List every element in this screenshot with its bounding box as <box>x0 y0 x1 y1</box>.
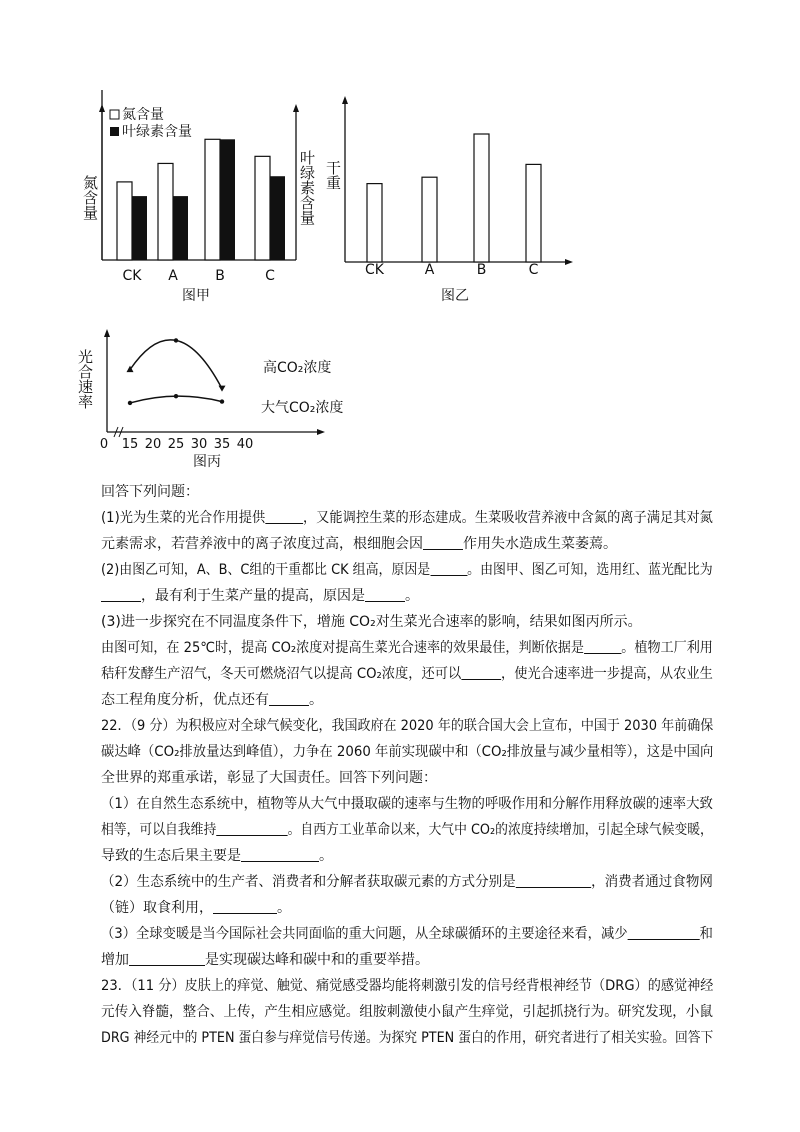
bing-ylabel: 光合速率 <box>76 349 94 409</box>
bing-x-tick: 25 <box>167 437 185 452</box>
figure-yi <box>325 90 585 310</box>
q22-2-line <box>101 869 713 895</box>
bing-atm-peak-marker <box>174 394 178 398</box>
text-run: ，消费者通过食物网 <box>591 874 713 890</box>
text-run: 。 <box>319 848 333 864</box>
bing-x-tick: 0 <box>99 437 109 452</box>
answer-blank[interactable] <box>365 587 405 602</box>
answer-blank[interactable] <box>584 639 621 654</box>
jia-bar-nitrogen-CK <box>117 182 132 260</box>
q1-line <box>101 531 713 557</box>
bing-atm-start-marker <box>128 401 132 405</box>
q23-line: DRG 神经元中的 PTEN 蛋白参与痒觉信号传递。为探究 PTEN 蛋白的作用，研究者进行了相关实验。回答下 <box>101 1030 714 1046</box>
figure-jia <box>70 90 316 310</box>
text-run: 元素需求，若营养液中的离子浓度过高，根细胞会因 <box>101 536 423 552</box>
answer-blank[interactable] <box>213 899 277 914</box>
jia-bar-chlorophyll-C <box>270 176 285 260</box>
jia-ylabel-right: 叶绿素含量 <box>298 150 316 225</box>
jia-category-label: B <box>215 268 225 284</box>
yi-category-label: A <box>424 262 435 278</box>
text-run: 。由图甲、图乙可知，选用红、蓝光配比为 <box>467 562 713 578</box>
q2-line <box>101 583 713 609</box>
text-run: 是实现碳达峰和碳中和的重要举措。 <box>205 952 429 968</box>
q23-line: 23．（11 分）皮肤上的痒觉、触觉、痛觉感受器均能将刺激引发的信号经背根神经节（DRG）的感觉神经 <box>101 978 714 994</box>
text-run: (2)由图乙可知，A、B、C组的干重都比 CK 组高，原因是 <box>101 562 431 578</box>
text-run: 和 <box>699 926 713 942</box>
bing-x-tick: 15 <box>121 437 139 452</box>
bing-x-tick: 30 <box>190 437 208 452</box>
text-run: 态工程角度分析，优点还有 <box>101 692 269 708</box>
bing-y-arrow <box>104 329 110 337</box>
intro: 回答下列问题： <box>101 484 199 500</box>
q23-line: 元传入脊髓，整合、上传，产生相应感觉。组胺刺激使小鼠产生痒觉，引起抓挠行为。研究发现，小鼠 <box>101 1004 713 1020</box>
yi-category-label: B <box>476 262 487 278</box>
bing-series-label-high: 高CO₂浓度 <box>263 360 332 376</box>
yi-bar-A <box>422 177 437 262</box>
yi-bar-B <box>474 134 489 262</box>
answer-blank[interactable] <box>461 665 501 680</box>
jia-bar-chlorophyll-B <box>220 139 235 260</box>
text-run: 。 <box>277 900 291 916</box>
answer-blank[interactable] <box>101 587 141 602</box>
answer-blank[interactable] <box>430 561 467 576</box>
q3-line <box>101 635 713 661</box>
text-run: 作用失水造成生菜萎蔫。 <box>463 536 617 552</box>
yi-category-label: C <box>528 262 539 278</box>
bing-high-end-arrow <box>219 386 226 392</box>
yi-bar-C <box>526 164 541 262</box>
yi-category-label: CK <box>365 262 384 278</box>
text-run: 相等，可以自我维持 <box>101 822 217 838</box>
answer-blank[interactable] <box>129 951 205 966</box>
q1-line <box>101 505 713 531</box>
q22-1-line <box>101 843 713 869</box>
jia-category-label: A <box>168 268 178 284</box>
jia-caption: 图甲 <box>182 288 210 304</box>
jia-bar-nitrogen-C <box>255 156 270 260</box>
q3-line: (3)进一步探究在不同温度条件下，增施 CO₂对生菜光合速率的影响，结果如图丙所示。 <box>101 614 642 630</box>
jia-right-arrow <box>293 104 299 112</box>
answer-blank[interactable] <box>423 535 463 550</box>
text-run: 。植物工厂利用 <box>621 640 713 656</box>
text-run: ，最有利于生菜产量的提高，原因是 <box>141 588 365 604</box>
figure-bing <box>75 325 375 475</box>
jia-bar-chlorophyll-CK <box>132 196 147 260</box>
yi-caption: 图乙 <box>441 288 469 304</box>
jia-left-arrow <box>99 104 105 112</box>
jia-category-label: CK <box>122 268 142 284</box>
jia-bar-nitrogen-B <box>205 139 220 260</box>
q2-line <box>101 557 713 583</box>
yi-y-arrow <box>342 96 348 104</box>
q22-3-line <box>101 921 713 947</box>
text-run: （3）全球变暖是当今国际社会共同面临的重大问题，从全球碳循环的主要途径来看，减少 <box>101 926 628 942</box>
q22-1-line <box>101 817 713 843</box>
answer-blank[interactable] <box>516 873 591 888</box>
text-run: ，又能调控生菜的形态建成。生菜吸收营养液中含氮的离子满足其对氮 <box>302 510 713 526</box>
q22-line: 全世界的郑重承诺，彰显了大国责任。回答下列问题： <box>101 770 437 786</box>
bing-x-tick: 20 <box>144 437 162 452</box>
bing-x-tick: 35 <box>213 437 231 452</box>
q22-1-line: （1）在自然生态系统中，植物等从大气中摄取碳的速率与生物的呼吸作用和分解作用释放碳的速率大致 <box>101 796 713 812</box>
text-run: ，使光合速率进一步提高，从农业生 <box>500 666 713 682</box>
q22-3-line <box>101 947 713 973</box>
answer-blank[interactable] <box>216 821 287 836</box>
q22-line: 22．（9 分）为积极应对全球气候变化，我国政府在 2020 年的联合国大会上宣布，中国于 2030 年前确保 <box>101 718 714 734</box>
text-run: 。自西方工业革命以来，大气中 CO₂的浓度持续增加，引起全球气候变暖， <box>287 822 713 838</box>
q22-2-line <box>101 895 713 921</box>
q3-line <box>101 687 713 713</box>
answer-blank[interactable] <box>241 847 319 862</box>
bing-x-tick: 40 <box>236 437 254 452</box>
yi-bar-CK <box>367 184 382 262</box>
answer-blank[interactable] <box>269 691 309 706</box>
text-run: （2）生态系统中的生产者、消费者和分解者获取碳元素的方式分别是 <box>101 874 516 890</box>
yi-x-arrow <box>565 259 573 265</box>
legend-chlorophyll-label: 叶绿素含量 <box>122 124 192 140</box>
text-run: （链）取食利用， <box>101 900 213 916</box>
question-text <box>101 479 713 1051</box>
bing-series-high <box>130 340 222 389</box>
bing-atm-end-marker <box>220 399 224 403</box>
jia-ylabel-left: 氮含量 <box>81 175 99 220</box>
bing-x-arrow <box>317 429 325 435</box>
bing-series-label-atm: 大气CO₂浓度 <box>261 400 344 416</box>
yi-ylabel: 干重 <box>324 160 342 190</box>
bing-high-peak-marker <box>174 338 178 342</box>
q22-line: 碳达峰（CO₂排放量达到峰值），力争在 2060 年前实现碳中和（CO₂排放量与减少量相等），这是中国向 <box>101 744 714 760</box>
text-run: 秸秆发酵生产沼气，冬天可燃烧沼气以提高 CO₂浓度，还可以 <box>101 666 462 682</box>
legend-chlorophyll-swatch <box>110 127 119 136</box>
answer-blank[interactable] <box>628 925 700 940</box>
text-run: 增加 <box>101 952 129 968</box>
answer-blank[interactable] <box>265 509 303 524</box>
text-run: (1)光为生菜的光合作用提供 <box>101 510 266 526</box>
legend-nitrogen-label: 氮含量 <box>122 107 164 123</box>
jia-bar-nitrogen-A <box>158 163 173 260</box>
text-run: 。 <box>309 692 323 708</box>
legend-nitrogen-swatch <box>110 110 119 119</box>
text-run: 由图可知，在 25℃时，提高 CO₂浓度对提高生菜光合速率的效果最佳，判断依据是 <box>101 640 584 656</box>
q3-line <box>101 661 713 687</box>
bing-caption: 图丙 <box>193 454 221 470</box>
text-run: 。 <box>405 588 419 604</box>
jia-bar-chlorophyll-A <box>173 196 188 260</box>
jia-category-label: C <box>265 268 275 284</box>
text-run: 导致的生态后果主要是 <box>101 848 241 864</box>
